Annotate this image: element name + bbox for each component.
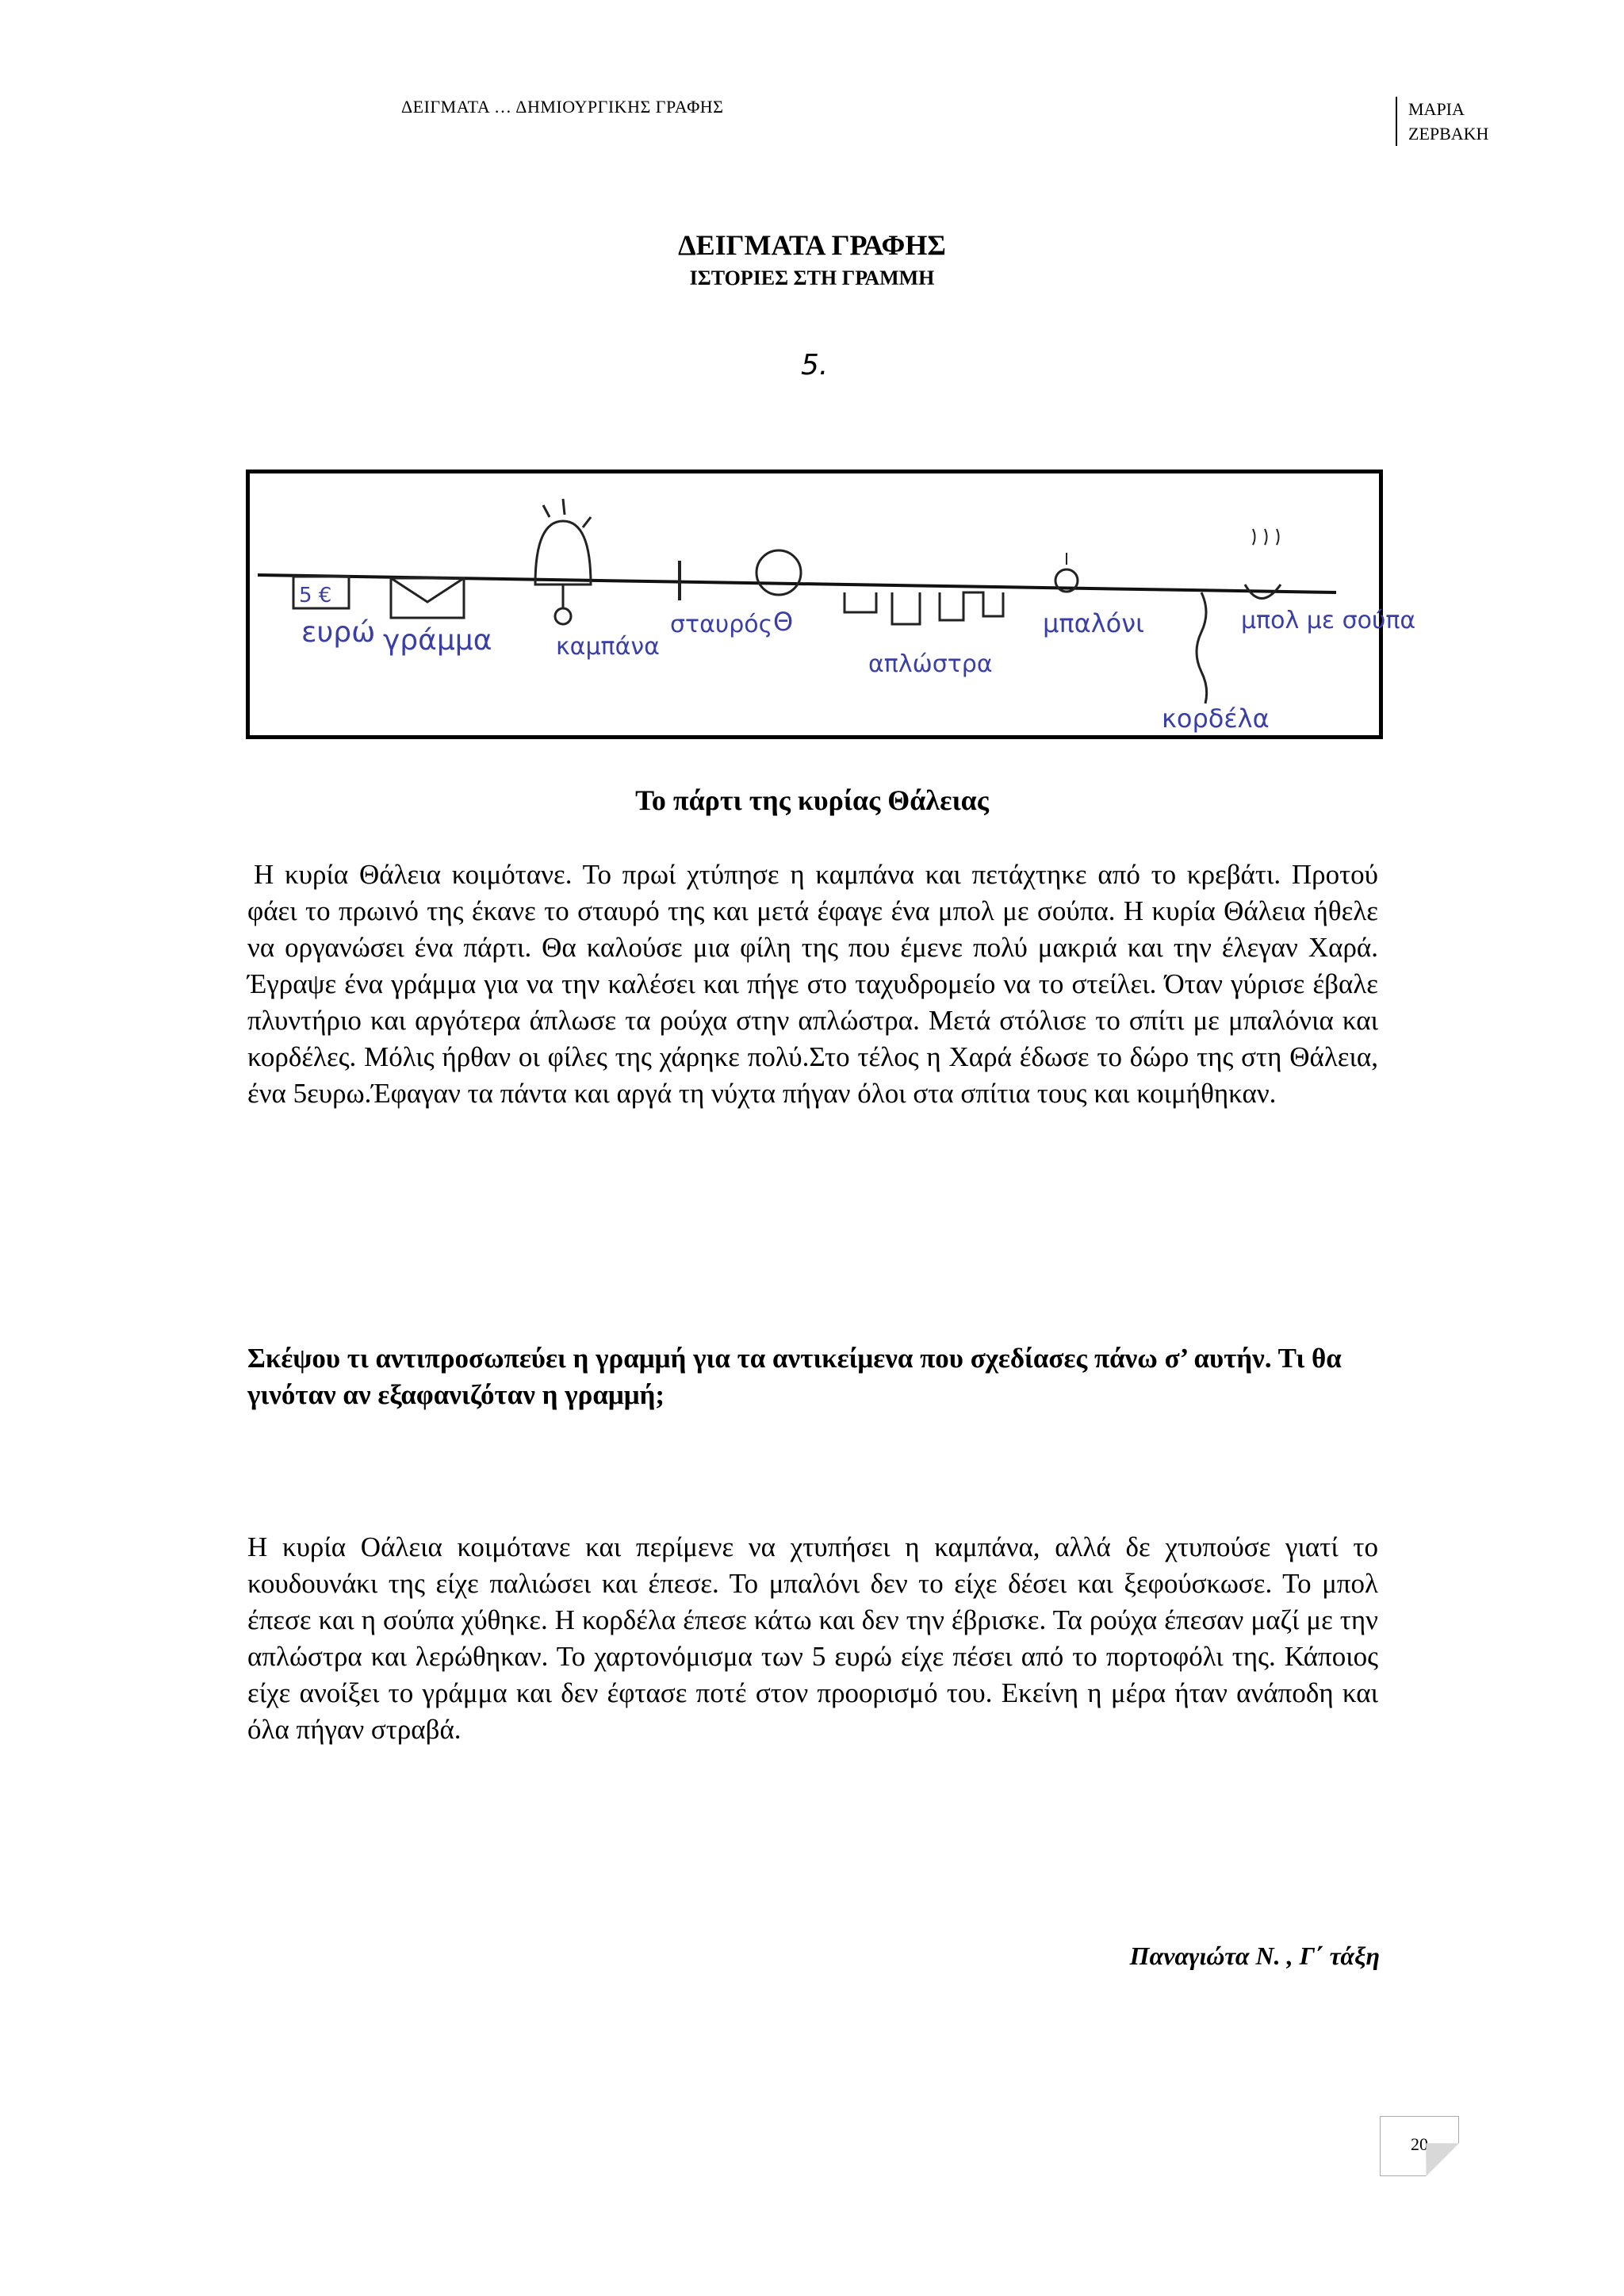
header-author-line1: ΜΑΡΙΑ — [1408, 99, 1465, 119]
cross-label: σταυρός — [670, 611, 773, 638]
drawing-svg — [250, 473, 1416, 735]
bell-label: καμπάνα — [556, 633, 660, 661]
header-author — [1396, 97, 1488, 146]
balloon-label: μπαλόνι — [1043, 608, 1144, 638]
page-subtitle: ΙΣΤΟΡΙΕΣ ΣΤΗ ΓΡΑΜΜΗ — [689, 266, 935, 289]
story-paragraph: Η κυρία Θάλεια κοιμότανε. Το πρωί χτύπησε η καμπάνα και πετάχτηκε από το κρεβάτι. Προτού φάει το πρωινό της έκανε το σταυρό της και μετά έφαγε ένα μπολ με σούπα. Η κυρία Θάλεια ήθελε να οργανώσει ένα πάρτι. Θα καλούσε μια φίλη της που έμενε πολύ μακριά και την έλεγαν Χαρά. Έγραψε ένα γράμμα για να την καλέσει και πήγε στο ταχυδρομείο να το στείλει. Όταν γύρισε έβαλε πλυντήριο και αργότερα άπλωσε τα ρούχα στην απλώστρα. Μετά στόλισε το σπίτι με μπαλόνια και κορδέλες. Μόλις ήρθαν οι φίλες της χάρηκε πολύ.Στο τέλος η Χαρά έδωσε το δώρο της στη Θάλεια, ένα 5ευρω.Έφαγαν τα πάντα και αργά τη νύχτα πήγαν όλοι στα σπίτια τους και κοιμήθηκαν. — [247, 859, 1378, 1109]
theta-label: Θ — [773, 607, 794, 637]
section-number: 5. — [801, 349, 829, 381]
clothesline-label: απλώστρα — [868, 650, 993, 678]
money-note-label: 5 € — [299, 584, 332, 608]
euro-label: ευρώ — [301, 616, 376, 649]
answer-paragraph: Η κυρία Οάλεια κοιμότανε και περίμενε να χτυπήσει η καμπάνα, αλλά δε χτυπούσε γιατί το κουδουνάκι της είχε παλιώσει και έπεσε. Το μπαλόνι δεν το είχε δέσει και ξεφούσκωσε. Το μπολ έπεσε και η σούπα χύθηκε. Η κορδέλα έπεσε κάτω και δεν την έβρισκε. Τα ρούχα έπεσαν μαζί με την απλώστρα και λερώθηκαν. Το χαρτονόμισμα των 5 ευρώ είχε πέσει από το πορτοφόλι της. Κάποιος είχε ανοίξει το γράμμα και δεν έφτασε ποτέ στον προορισμό του. Εκείνη η μέρα ήταν ανάποδη και όλα πήγαν στραβά. — [247, 1531, 1378, 1745]
letter-flap — [391, 578, 464, 602]
question-text: Σκέψου τι αντιπροσωπεύει η γραμμή για τα αντικείμενα που σχεδίασες πάνω σ’ αυτήν. Τι θα γινόταν αν εξαφανιζόταν η γραμμή; — [247, 1343, 1342, 1410]
page-fold-corner — [1426, 2143, 1459, 2176]
child-drawing — [246, 470, 1416, 739]
bowl-label: μπολ με σούπα — [1241, 607, 1416, 634]
bell-ring-mark-1 — [543, 505, 550, 517]
bell-clapper — [555, 608, 571, 624]
ribbon-label: κορδέλα — [1162, 703, 1270, 734]
clothesline-icon — [845, 592, 1003, 624]
page-number: 20 — [1411, 2134, 1428, 2154]
author-signature: Παναγιώτα Ν. , Γ΄ τάξη — [1129, 1941, 1380, 1970]
bell-icon — [535, 521, 591, 585]
story-title: Το πάρτι της κυρίας Θάλειας — [635, 784, 989, 816]
letter-label: γράμμα — [383, 624, 492, 657]
page-title: ΔΕΙΓΜΑΤΑ ΓΡΑΦΗΣ — [678, 229, 946, 261]
bell-ring-mark-2 — [563, 499, 565, 515]
ribbon-icon — [1197, 592, 1207, 703]
header-author-line2: ΖΕΡΒΑΚΗ — [1408, 124, 1489, 144]
theta-circle-icon — [756, 550, 801, 595]
bell-ring-mark-3 — [583, 517, 591, 527]
header-left: ΔΕΙΓΜΑΤΑ … ΔΗΜΙΟΥΡΓΙΚΗΣ ΓΡΑΦΗΣ — [401, 97, 724, 117]
steam-icon — [1253, 529, 1279, 545]
page-number-box — [1380, 2116, 1459, 2176]
